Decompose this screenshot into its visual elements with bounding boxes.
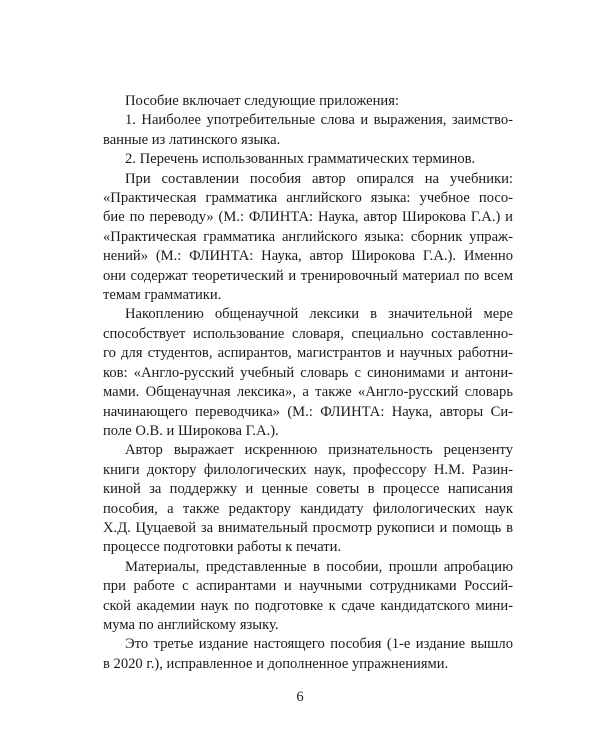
text-line: нений» (М.: ФЛИНТА: Наука, автор Широкова Г.А.). Именно — [103, 248, 513, 265]
text-line: Пособие включает следующие приложения: — [125, 93, 399, 109]
text-line: 1. Наиболее употребительные слова и выражения, заимство- — [125, 112, 513, 129]
text-line: способствует использование словаря, специально составленно- — [103, 325, 513, 342]
text-line: Материалы, представленные в пособии, прошли апробацию — [125, 558, 513, 575]
paragraph — [103, 92, 513, 111]
paragraph — [103, 170, 513, 306]
text-line: мума по английскому языку. — [103, 616, 279, 633]
text-line: При составлении пособия автор опирался на учебники: — [125, 170, 513, 187]
paragraph — [103, 558, 513, 636]
text-line: ков: «Англо-русский учебный словарь с синонимами и антони- — [103, 364, 513, 381]
paragraph — [103, 305, 513, 441]
page-number: 6 — [296, 689, 304, 705]
text-line: Это третье издание настоящего пособия (1-е издание вышло — [125, 636, 513, 653]
text-line: они содержат теоретический и тренировочный материал по всем — [103, 267, 513, 284]
paragraph — [103, 150, 513, 169]
text-line: начинающего переводчика» (М.: ФЛИНТА: Наука, авторы Си- — [103, 403, 513, 420]
text-line: ской академии наук по подготовке к сдаче кандидатского мини- — [103, 597, 513, 614]
text-line: процессе подготовки работы к печати. — [103, 539, 342, 556]
text-line: поле О.В. и Широкова Г.А.). — [103, 422, 279, 439]
paragraph — [103, 111, 513, 150]
text-line: при работе с аспирантами и научными сотрудниками Россий- — [103, 578, 513, 595]
paragraph — [103, 635, 513, 674]
text-line: Автор выражает искреннюю признательность рецензенту — [125, 442, 513, 459]
text-line: темам грамматики. — [103, 287, 222, 304]
paragraph — [103, 441, 513, 557]
text-line: в 2020 г.), исправленное и дополненное упражнениями. — [103, 655, 449, 672]
text-line: «Практическая грамматика английского языка: учебное посо- — [103, 190, 513, 207]
text-line: книги доктору филологических наук, профессору Н.М. Разин- — [103, 461, 513, 478]
text-line: киной за поддержку и ценные советы в процессе написания — [103, 481, 513, 498]
text-line: мами. Общенаучная лексика», а также «Англо-русский словарь — [103, 384, 513, 401]
text-line: 2. Перечень использованных грамматических терминов. — [125, 151, 476, 168]
text-line: «Практическая грамматика английского языка: сборник упраж- — [103, 228, 513, 245]
text-line: Накоплению общенаучной лексики в значительной мере — [125, 306, 513, 323]
text-line: Х.Д. Цуцаевой за внимательный просмотр рукописи и помощь в — [103, 519, 513, 536]
text-line: пособия, а также редактору кандидату филологических наук — [103, 500, 513, 517]
text-line: го для студентов, аспирантов, магистрантов и научных работни- — [103, 345, 513, 362]
text-line: ванные из латинского языка. — [103, 131, 281, 148]
text-line: бие по переводу» (М.: ФЛИНТА: Наука, автор Широкова Г.А.) и — [103, 209, 513, 226]
document-body — [103, 92, 513, 674]
